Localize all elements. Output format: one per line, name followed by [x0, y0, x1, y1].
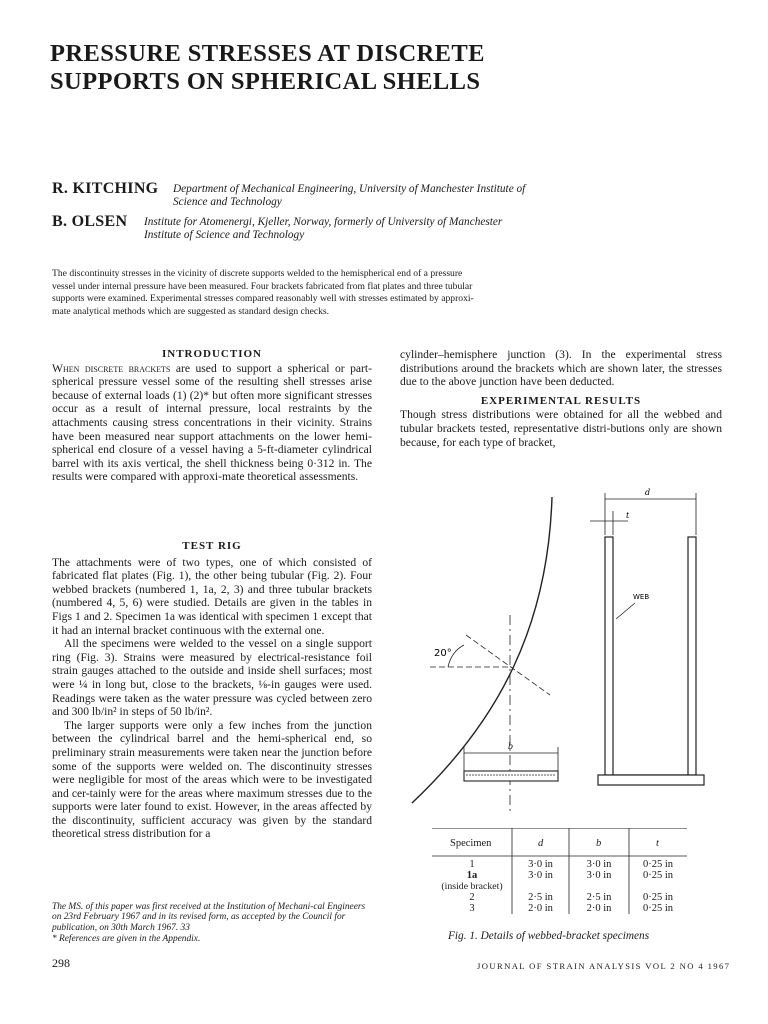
introduction-section: [52, 348, 372, 484]
bracket-left-plate: [605, 537, 613, 775]
t-label: t: [626, 511, 630, 520]
table-d-column: 3·0 in 3·0 in 2·5 in 2·0 in: [528, 859, 553, 914]
test-rig-section: [52, 540, 372, 841]
author-2-affiliation: Institute for Atomenergi, Kjeller, Norway, formerly of University of Manchester Institute of Science and Technology: [144, 216, 503, 241]
figure-caption: Fig. 1. Details of webbed-bracket specimens: [448, 930, 650, 942]
test-rig-paragraph: All the specimens were welded to the vessel on a single support ring (Fig. 3). Strains were measured by electrical-resistance foil strain gauges attached to the outside and inside shell surfaces; most were ¼ in long but, close to the brackets, ⅛-in gauges were used. Readings were taken as the water pressure was cycled between zero and 300 lb/in² in steps of 50 lb/in².: [52, 637, 372, 719]
introduction-heading: INTRODUCTION: [161, 348, 262, 360]
d-label: d: [645, 488, 651, 497]
web-leader: [616, 603, 635, 619]
shell-curve: [412, 497, 552, 803]
results-heading: EXPERIMENTAL RESULTS: [480, 394, 642, 407]
test-rig-paragraph: The attachments were of two types, one of which consisted of fabricated flat plates (Fig. 1), the other being tubular (Fig. 2). Four webbed brackets (numbered 1, 1a, 2, 3) and three tubular brackets (numbered 4, 5, 6) were studied. Details are given in the tables in Figs 1 and 2. Specimen 1a was identical with specimen 1 except that it had an internal bracket continuous with the external one.: [52, 555, 372, 637]
web-label: WEB: [633, 593, 650, 601]
journal-footer: JOURNAL OF STRAIN ANALYSIS VOL 2 NO 4 1967: [477, 961, 731, 971]
author-2: [52, 213, 127, 231]
table-specimen-column: 1 1a (inside bracket) 2 3: [441, 859, 503, 914]
right-column-text: [400, 348, 722, 449]
angle-normal: [466, 635, 550, 695]
header-b: b: [596, 838, 602, 849]
footnote-references: * References are given in the Appendix.: [52, 934, 201, 944]
results-paragraph: Though stress distributions were obtained for all the webbed and tubular brackets tested, representative distri-butions only are shown because, for each type of bracket,: [400, 408, 722, 449]
b-label: b: [508, 742, 514, 751]
bracket-base-plate: [598, 775, 704, 785]
test-rig-paragraph: The larger supports were only a few inches from the junction between the cylindrical barrel and the hemi-spherical end, so preliminary strain measurements were taken near the junction before some of the supports were welded on. The discontinuity stresses were negligible for most of the areas which were to be investigated and cer-tainly were for the areas where maximum stresses due to the supports were later found to exist. However, in the areas affected by the discontinuity, sufficient accuracy was given by the standard theoretical stress distribution for a: [52, 718, 372, 841]
title-line-1: PRESSURE STRESSES AT DISCRETE: [50, 40, 485, 67]
bracket-right-plate: [688, 537, 696, 775]
author-name: R. KITCHING: [52, 180, 159, 197]
author-1: [52, 180, 158, 198]
continued-paragraph: cylinder–hemisphere junction (3). In the experimental stress distributions around the brackets which are shown later, the stresses due to the above junction have been deducted.: [400, 348, 722, 389]
base-plate: [464, 771, 558, 781]
fig1-diagram: [400, 485, 730, 820]
table-t-column: 0·25 in 0·25 in 0·25 in 0·25 in: [642, 859, 674, 914]
angle-label: 20°: [434, 648, 452, 659]
paper-title: [50, 40, 610, 96]
page-number: 298: [52, 956, 70, 970]
introduction-text: When discrete brackets are used to support a spherical or part-spherical pressure vessel some of the resulting shell stresses arise because of external loads (1) (2)* but often more significant stresses occur as a result of internal pressure, local restraints by the attachments causing stress concentrations in their vicinity. Strains have been measured near support attachments on the lower hemi-spherical end closure of a vessel having a 5-ft-diameter cylindrical barrel with its axis vertical, the shell thickness being 0·312 in. The results were compared with approxi-mate theoretical assessments.: [52, 361, 372, 484]
author-1-affiliation: Department of Mechanical Engineering, University of Manchester Institute of Science and Technology: [173, 183, 526, 208]
header-d: d: [538, 838, 544, 849]
abstract: The discontinuity stresses in the vicinity of discrete supports welded to the hemispherical end of a pressure vessel under internal pressure have been measured. Four brackets fabricated from flat plates and three tubular supports were examined. Experimental stresses compared reasonably well with stresses estimated by approxi- mate analytical methods which are suggested as standard design checks.: [52, 268, 474, 317]
footnote-received: The MS. of this paper was first received at the Institution of Mechani-cal Engineers on 23rd February 1967 and in its revised form, as accepted by the Council for publication, on 30th March 1967. 33: [52, 902, 366, 933]
header-specimen: Specimen: [450, 838, 492, 849]
author-name: B. OLSEN: [52, 213, 128, 230]
header-t: t: [656, 838, 659, 849]
table-b-column: 3·0 in 3·0 in 2·5 in 2·0 in: [586, 859, 612, 914]
title-line-2: SUPPORTS ON SPHERICAL SHELLS: [50, 68, 481, 95]
test-rig-heading: TEST RIG: [182, 540, 242, 552]
